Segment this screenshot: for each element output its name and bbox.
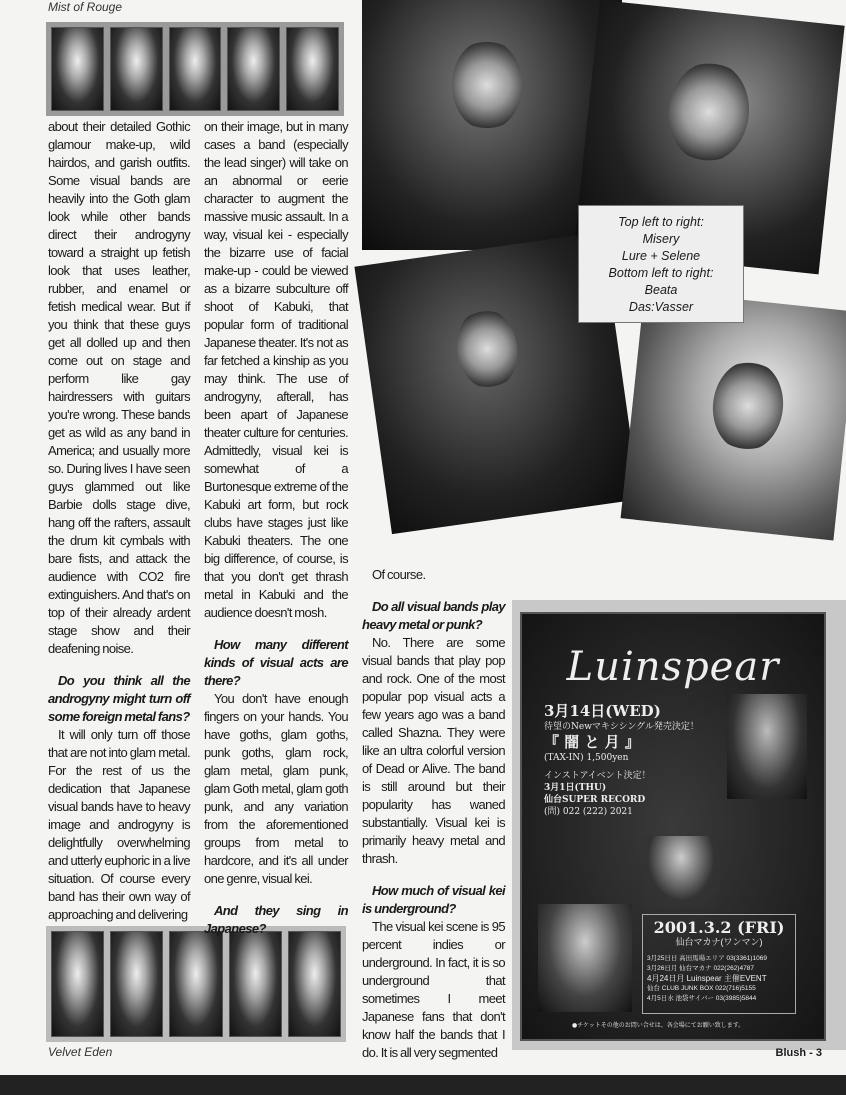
answer: Of course.	[372, 567, 426, 582]
article-column-1	[48, 118, 190, 924]
band-photo-velvet-eden	[46, 926, 346, 1042]
ad-show-box	[642, 914, 796, 1014]
ad-text: 3月1日(THU)	[544, 783, 607, 793]
ad-schedule-line: 3月26日月 仙台マカナ 022(262)4787	[647, 965, 754, 972]
ad-schedule-line: 3月25日日 高田馬場エリア 03(3361)1069	[647, 955, 767, 962]
caption-line: Lure + Selene	[621, 249, 701, 263]
band-photo-strip-mist-of-rouge	[46, 22, 344, 116]
luinspear-advertisement	[520, 612, 826, 1041]
question: How many different kinds of visual acts are there?	[204, 637, 348, 688]
question: Do you think all the androgyny might turn off some foreign metal fans?	[48, 673, 190, 724]
paragraph: on their image, but in many cases a band (especially the lead singer) will take on an abnormal or eerie character to augment the massive music assault. In a way, visual kei - especially the bizarre use of facial make-up - could be viewed as a bizarre subculture off shoot of Kabuki, that popular form of traditional Japanese theater. It's not as far fetched a kinship as you may think. The use of androgyny, afterall, has been apart of Japanese theater culture for centuries. Admittedly, visual kei is somewhat of a Burtonesque extreme of the Kabuki art form, but rock clubs have stages just like Kabuki theaters. The one big difference, of course, is that you don't get thrash metal in Kabuki and the audience doesn't mosh.	[204, 119, 348, 620]
ad-text: 待望のNewマキシシングル発売決定！	[544, 722, 699, 732]
answer: No. There are some visual bands that play pop and rock. One of the most popular pop visual acts a few years ago was a band called Shazna. They were like an ultra colorful version of Dead or Alive. The band is still around but their popularity has waned substantially. Visual kei is primarily heavy metal and thrash.	[362, 635, 505, 866]
question: And they sing in Japanese?	[204, 903, 348, 936]
ad-show-date: 2001.3.2 (FRI)	[653, 918, 785, 937]
ad-release-date: 3月14日(WED)	[544, 702, 661, 720]
ad-photo	[727, 694, 807, 799]
caption-line: Das:Vasser	[628, 300, 694, 314]
ad-text: (問) 022 (222) 2021	[544, 807, 633, 817]
ad-text: インストアイベント決定！	[544, 771, 651, 781]
ad-single-title: 『 闇 と 月 』	[544, 733, 640, 751]
caption-line: Misery	[642, 232, 680, 246]
caption-line: Bottom left to right:	[608, 266, 714, 280]
photo-caption-bottom: Velvet Eden	[48, 1045, 113, 1059]
caption-line: Top left to right:	[618, 215, 704, 229]
photo-caption-box	[578, 205, 744, 323]
ad-schedule-line: 4月5日水 池袋サイバー 03(3985)5844	[647, 995, 757, 1002]
photo-caption-top: Mist of Rouge	[48, 0, 123, 14]
scan-edge	[0, 1075, 846, 1095]
ad-schedule-line: 4月24日月 Luinspear 主催EVENT	[647, 974, 767, 983]
ad-logo: Luinspear	[566, 644, 780, 690]
page-number: Blush - 3	[775, 1047, 822, 1059]
ad-schedule-line: 仙台 CLUB JUNK BOX 022(716)5155	[647, 985, 756, 992]
question: How much of visual kei is underground?	[362, 883, 505, 916]
ad-photo	[538, 904, 632, 1012]
ad-photo	[642, 836, 720, 908]
answer: The visual kei scene is 95 percent indies or underground. In fact, it is so underground that sometimes I meet Japanese fans that don't know half the bands that I do. It is all very segmented	[362, 919, 505, 1060]
ad-price: (TAX-IN) 1,500yen	[544, 753, 629, 763]
ad-show-venue: 仙台マカナ(ワンマン)	[675, 937, 763, 947]
caption-line: Beata	[644, 283, 678, 297]
article-column-2	[204, 118, 348, 938]
answer: It will only turn off those that are not into glam metal. For the rest of us the dedication that Japanese visual bands have to heavy image and androgyny is delightfully overwhelming and utterly euphoric in a live situation. Of course every band has their own way of approaching and delivering	[48, 727, 190, 922]
article-column-3	[362, 566, 505, 1062]
answer: You don't have enough fingers on your hands. You have goths, glam goths, punk goths, glam rock, glam metal, glam punk, glam Goth metal, glam goth punk, and any variation from the aforementioned groups from metal to hardcore, and it's all under one genre, visual kei.	[204, 691, 348, 886]
paragraph: about their detailed Gothic glamour make-up, wild hairdos, and garish outfits. Some visual bands are heavily into the Goth glam look while other bands direct their androgyny toward a straight up fetish look that uses leather, rubber, and enamel or fetish medical wear. But if you think that these guys get all dolled up and then come out on stage and perform like gay hairdressers with guitars you're wrong. These bands get as wild as any band in America; and usually more so. During lives I have seen guys glammed out like Barbie dolls stage dive, hang off the rafters, assault the drum kit cymbals with bare fists, and attack the audience with CO2 fire extinguishers. And that's on top of their already ardent stage show and their deafening noise.	[48, 119, 190, 656]
ad-text: 仙台SUPER RECORD	[544, 795, 646, 805]
photo-das-vasser	[621, 289, 846, 540]
ad-footer: ●チケットその他のお問い合せは、各会場にてお願い致します。	[572, 1022, 745, 1029]
question: Do all visual bands play heavy metal or punk?	[362, 599, 505, 632]
